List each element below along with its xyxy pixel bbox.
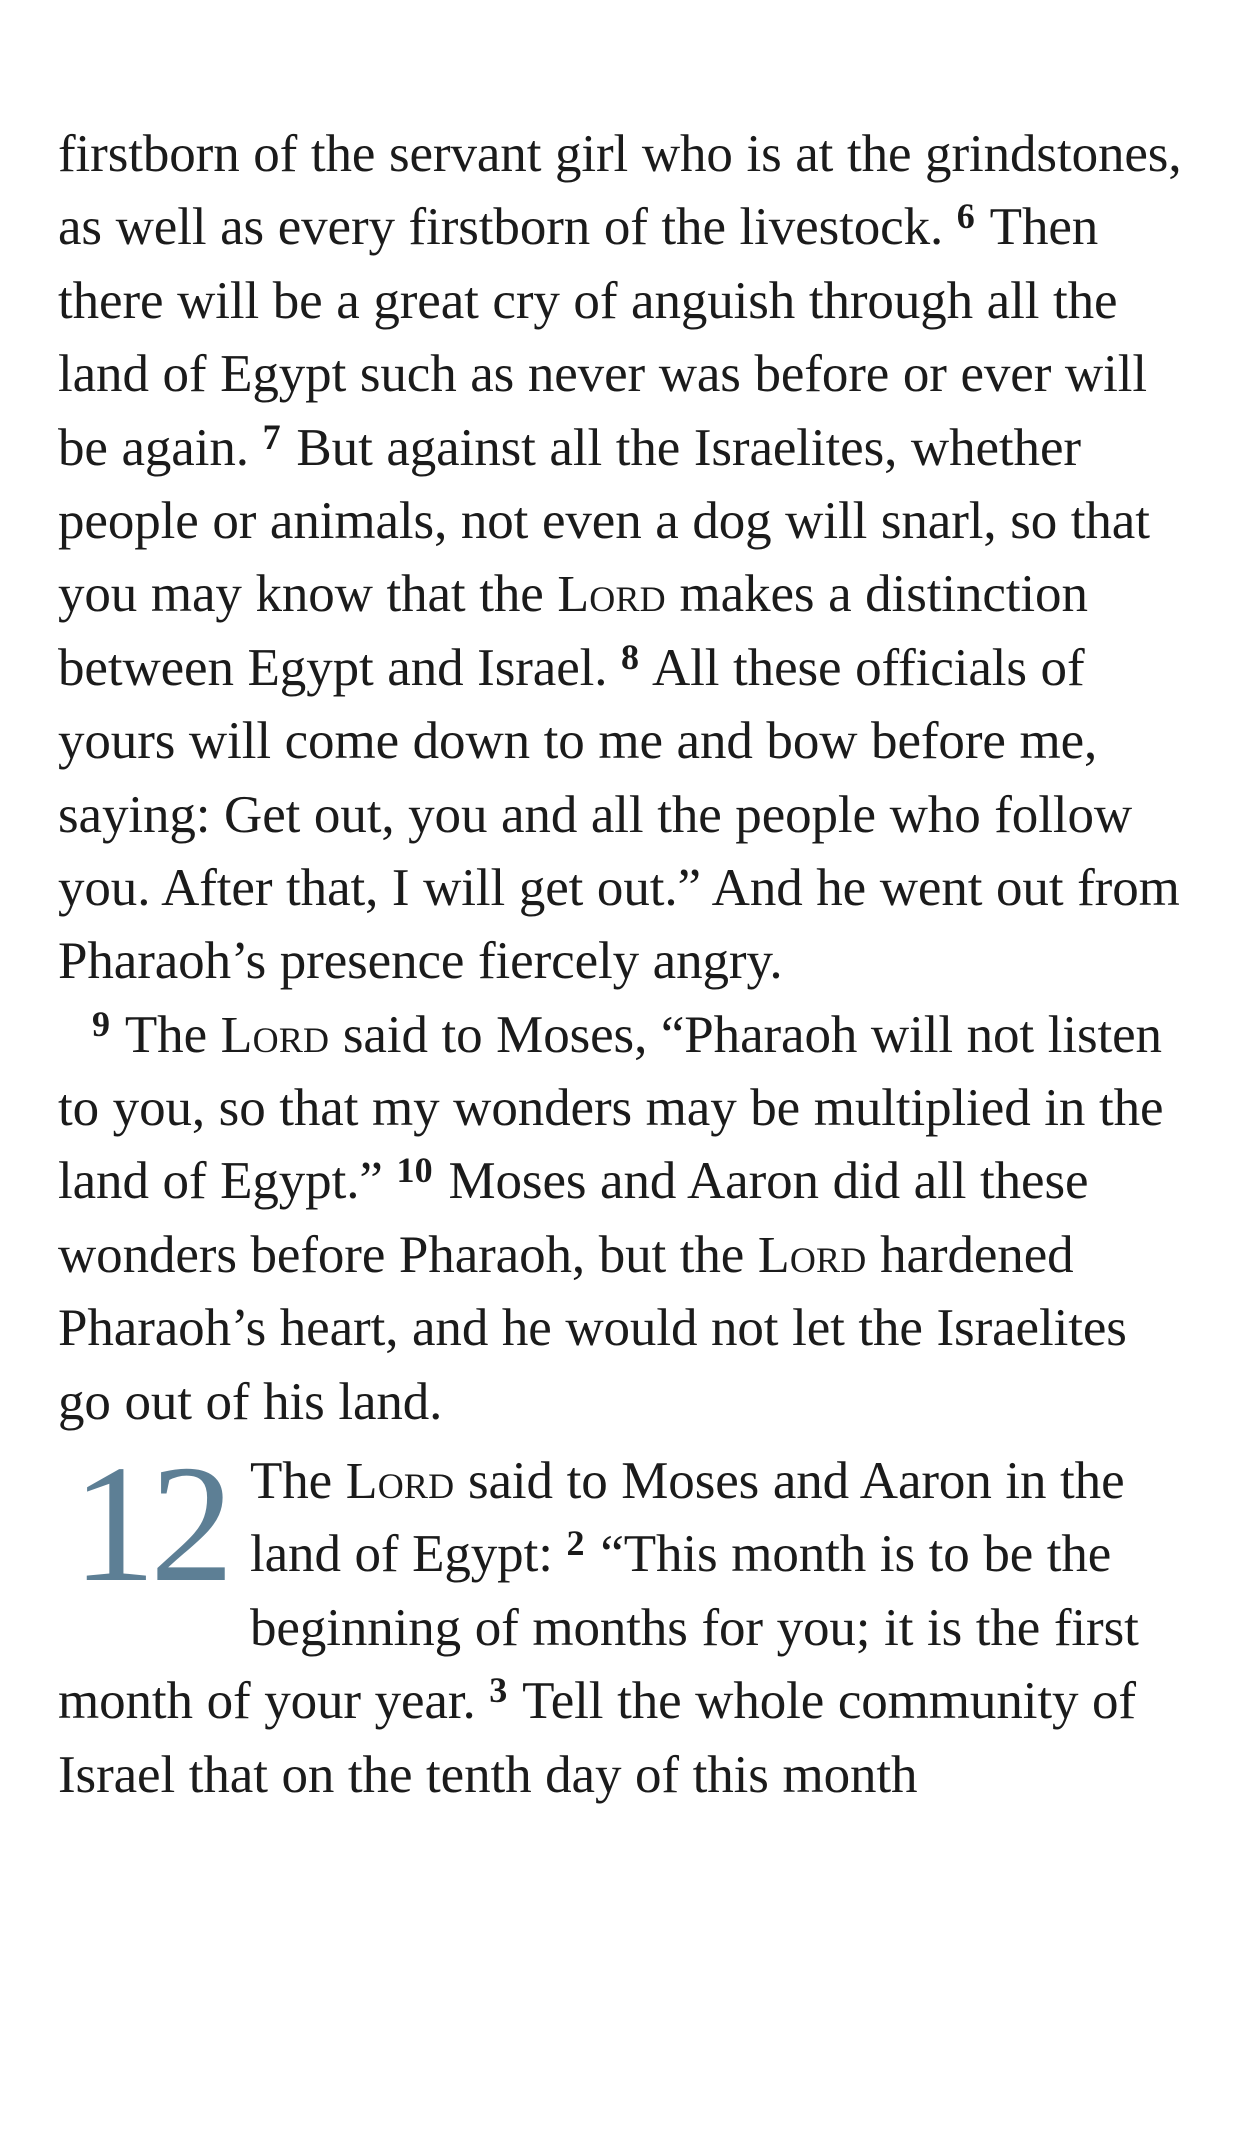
verse-number: 7 (262, 416, 281, 457)
verse-number: 8 (621, 636, 640, 677)
paragraph-continuation: firstborn of the servant girl who is at the grindstones, as well as every firstborn of the livestock. $^6$ Then there will be a great cry of anguish through all the land of Egypt such as never was before or ever will be again. $^7$ But against all the Israelites, whether people or animals, not even a dog will snarl, so that you may know that the Lord makes a distinction between Egypt and Israel. $^8$ All these officials of yours will come down to me and bow before me, saying: Get out, you and all the people who follow you. After that, I will get out.” And he went out from Pharaoh’s presence fiercely angry. (58, 125, 1182, 991)
chapter-opening (58, 1431, 1190, 1812)
paragraph-chapter-12: The Lord said to Moses and Aaron in the land of Egypt: $^2$ “This month is to be the beginning of months for you; it is the first month of your year. $^3$ Tell the whole community of Israel that on the tenth day of this month (58, 1452, 1139, 1804)
divine-name: Lord (345, 1453, 455, 1511)
chapter-number: 12 (72, 1431, 228, 1618)
divine-name: Lord (220, 1006, 330, 1064)
divine-name: Lord (557, 566, 666, 624)
paragraph-verse-9: $^9$ The Lord said to Moses, “Pharaoh will not listen to you, so that my wonders may be multiplied in the land of Egypt.” $^{10}$ Moses and Aaron did all these wonders before Pharaoh, but the Lord hardened Pharaoh’s heart, and he would not let the Israelites go out of his land. (58, 1003, 1164, 1431)
divine-name: Lord (757, 1226, 867, 1284)
verse-number: 2 (566, 1523, 585, 1564)
verse-number: 10 (396, 1150, 433, 1191)
verse-number: 9 (92, 1003, 111, 1044)
verse-number: 3 (489, 1670, 508, 1711)
verse-number: 6 (956, 196, 975, 237)
